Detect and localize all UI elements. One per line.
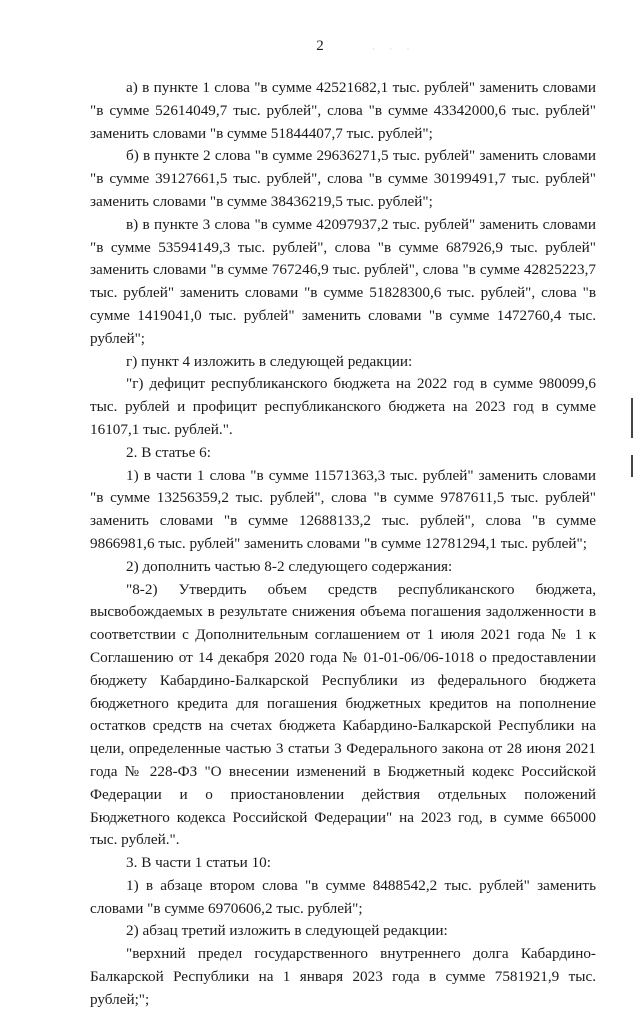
paragraph: а) в пункте 1 слова "в сумме 42521682,1 тыс. рублей" заменить словами "в сумме 52614049,7 тыс. рублей", слова "в сумме 43342000,6 тыс. рублей" заменить словами "в сумме 51844407,7 тыс. рублей"; [90, 79, 596, 142]
paragraph: 2. В статье 6: [126, 443, 211, 461]
paragraph: б) в пункте 2 слова "в сумме 29636271,5 тыс. рублей" заменить словами "в сумме 39127661,5 тыс. рублей", слова "в сумме 30199491,7 тыс. рублей" заменить словами "в сумме 38436219,5 тыс. рублей"; [90, 147, 596, 210]
paragraph: 2) абзац третий изложить в следующей редакции: [126, 922, 448, 940]
paragraph: "8-2) Утвердить объем средств республиканского бюджета, высвобождаемых в результате снижения объема погашения задолженности в соответствии с Дополнительным соглашением от 1 июля 2021 года № 1 к Соглашению от 14 декабря 2020 года № 01-01-06/06-1018 о предоставлении бюджету Кабардино-Балкарской Республики из федерального бюджета бюджетного кредита для погашения бюджетных кредитов на пополнение остатков средств на счетах бюджета Кабардино-Балкарской Республики на цели, определенные частью 3 статьи 3 Федерального закона от 28 июня 2021 года № 228-ФЗ "О внесении изменений в Бюджетный кодекс Российской Федерации и о приостановлении действия отдельных положений Бюджетного кодекса Российской Федерации" на 2023 год, в сумме 665000 тыс. рублей.". [90, 580, 596, 849]
paragraph: 2) дополнить частью 8-2 следующего содержания: [126, 557, 453, 575]
paragraph: "г) дефицит республиканского бюджета на 2022 год в сумме 980099,6 тыс. рублей и профицит республиканского бюджета на 2023 год в сумме 16107,1 тыс. рублей.". [90, 375, 596, 438]
paragraph: 1) в абзаце втором слова "в сумме 8488542,2 тыс. рублей" заменить словами "в сумме 6970606,2 тыс. рублей"; [90, 876, 596, 917]
page-number: 2 [316, 38, 324, 54]
scan-margin-mark [631, 398, 633, 438]
paragraph: 1) в части 1 слова "в сумме 11571363,3 тыс. рублей" заменить словами "в сумме 13256359,2 тыс. рублей", слова "в сумме 9787611,5 тыс. рублей" заменить словами "в сумме 12688133,2 тыс. рублей", слова "в сумме 9866981,6 тыс. рублей" заменить словами "в сумме 12781294,1 тыс. рублей"; [90, 466, 596, 552]
paragraph: 3. В части 1 статьи 10: [126, 854, 271, 872]
paragraph: "верхний предел государственного внутреннего долга Кабардино-Балкарской Республики на 1 января 2023 года в сумме 7581921,9 тыс. рублей;"; [90, 945, 596, 1008]
scan-margin-mark [631, 455, 633, 477]
document-body [90, 77, 596, 1012]
paragraph: г) пункт 4 изложить в следующей редакции: [126, 352, 413, 370]
scan-artifact: · · · [372, 44, 416, 54]
paragraph: в) в пункте 3 слова "в сумме 42097937,2 тыс. рублей" заменить словами "в сумме 53594149,3 тыс. рублей", слова "в сумме 687926,9 тыс. рублей" заменить словами "в сумме 767246,9 тыс. рублей", слова "в сумме 42825223,7 тыс. рублей" заменить словами "в сумме 51828300,6 тыс. рублей", слова "в сумме 1419041,0 тыс. рублей" заменить словами "в сумме 1472760,4 тыс. рублей"; [90, 215, 596, 347]
